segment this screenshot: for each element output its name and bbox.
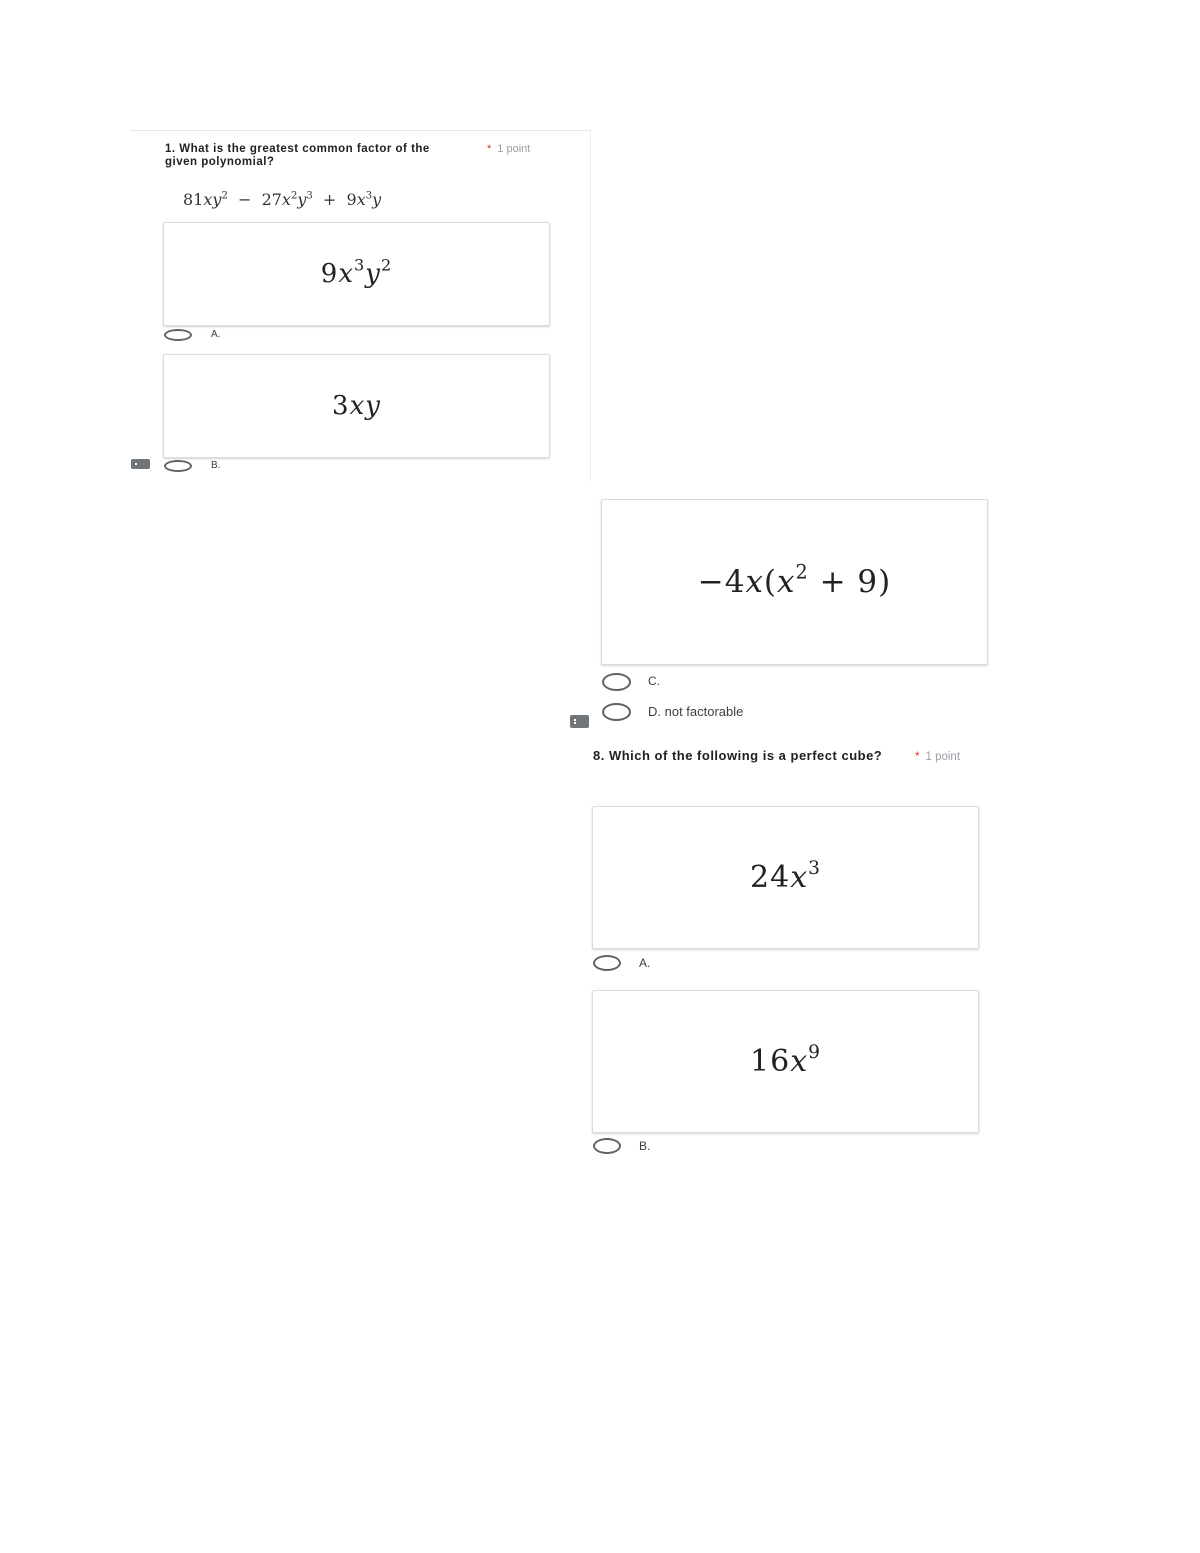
coef: 24 (750, 860, 791, 895)
question-1-title: 1. What is the greatest common factor of the given polynomial? (165, 143, 430, 169)
var-x: x (777, 564, 796, 600)
option-b-radio[interactable] (164, 460, 192, 472)
option-c-radio[interactable] (602, 673, 631, 691)
points-label: 1 point (497, 143, 531, 155)
paren-close: ) (878, 564, 892, 600)
option-c-label: C. (648, 674, 660, 688)
required-asterisk: * (915, 751, 920, 763)
option-b-image (592, 990, 979, 1133)
feedback-icon[interactable] (131, 459, 150, 469)
coef: −4 (697, 564, 746, 600)
var-y: y (365, 259, 381, 289)
exponent: 9 (808, 1041, 821, 1063)
var-y: y (372, 190, 382, 209)
option-d-label: D. not factorable (648, 704, 744, 719)
var-x: x (338, 259, 354, 289)
option-b-image (163, 354, 550, 458)
option-a-math (750, 857, 821, 895)
option-d-radio[interactable] (602, 703, 631, 721)
var-x: x (356, 190, 366, 209)
exponent: 3 (354, 255, 366, 275)
exponent: 3 (306, 190, 313, 202)
operator: − (237, 190, 252, 209)
exponent: 2 (221, 190, 228, 202)
operator: + (322, 190, 337, 209)
var-x: x (281, 190, 291, 209)
exponent: 2 (290, 190, 298, 202)
option-a-math (320, 255, 393, 289)
var-x: x (745, 564, 764, 600)
option-a-radio[interactable] (593, 955, 621, 971)
option-a-image (592, 806, 979, 949)
paren-open: ( (763, 564, 778, 600)
var-y: y (212, 190, 222, 209)
question-8-title: 8. Which of the following is a perfect cube? (593, 748, 883, 763)
exponent: 2 (795, 560, 809, 584)
coef: 3 (332, 391, 350, 421)
exponent: 3 (365, 190, 373, 202)
required-asterisk: * (487, 143, 492, 155)
term-coef: 9 (346, 190, 357, 209)
exponent: 2 (380, 255, 393, 275)
option-c-math (697, 560, 892, 600)
var-x: x (203, 190, 213, 209)
option-a-label: A. (639, 956, 651, 970)
question-1-polynomial (183, 190, 381, 209)
var-x: x (790, 1044, 809, 1079)
var-x: x (790, 860, 809, 895)
term-coef: 81 (183, 190, 204, 209)
option-b-label: B. (211, 460, 221, 471)
option-b-label: B. (639, 1139, 651, 1153)
points-label: 1 point (925, 751, 961, 763)
plus-term: + 9 (808, 564, 879, 600)
question-8-points (915, 751, 960, 763)
var-y: y (365, 391, 381, 421)
feedback-icon[interactable] (570, 715, 589, 728)
option-a-image (163, 222, 550, 326)
option-a-radio[interactable] (164, 329, 192, 341)
option-b-radio[interactable] (593, 1138, 621, 1154)
option-b-math (332, 391, 381, 421)
option-c-image (601, 499, 988, 665)
coef: 16 (750, 1044, 791, 1079)
option-b-math (750, 1041, 821, 1079)
coef: 9 (320, 259, 339, 289)
term-coef: 27 (261, 190, 282, 209)
var-y: y (297, 190, 307, 209)
exponent: 3 (808, 857, 821, 879)
question-1-points (487, 143, 530, 155)
var-x: x (349, 391, 366, 421)
option-a-label: A. (211, 329, 221, 340)
